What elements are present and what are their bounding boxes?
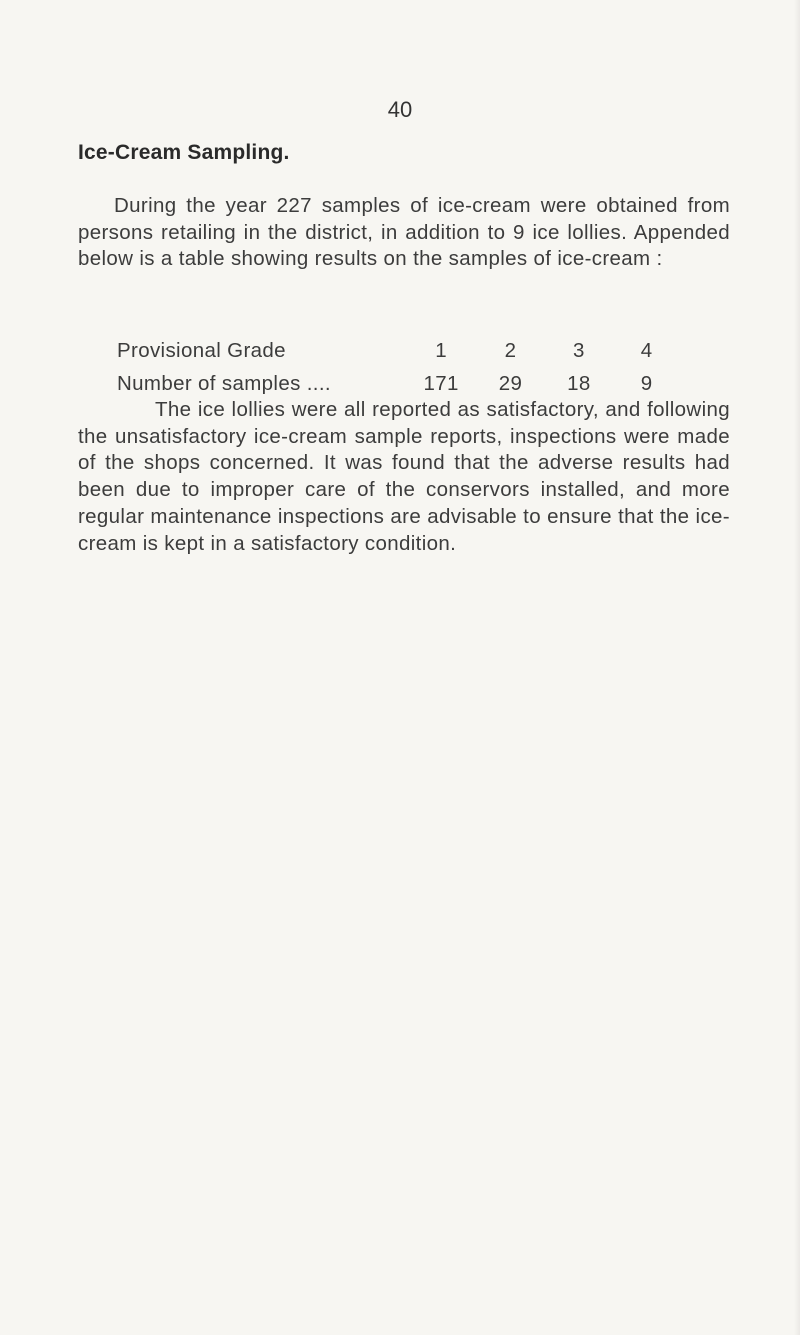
results-table — [80, 334, 680, 400]
table-cell: 29 — [498, 371, 523, 395]
table-cell: 4 — [640, 338, 653, 362]
intro-paragraph: During the year 227 samples of ice-cream were obtained from persons retailing in the district, in addition to 9 ice lollies. Appended below is a table showing results on the samples of ice-cream : — [78, 194, 730, 271]
section-heading: Ice-Cream Sampling. — [78, 141, 290, 164]
table-row — [80, 367, 680, 400]
row-label: Provisional Grade — [117, 338, 286, 362]
table-cell: 2 — [504, 338, 517, 362]
table-cell: 9 — [640, 371, 653, 395]
table-cell: 171 — [423, 371, 459, 395]
table-cell: 18 — [567, 371, 591, 395]
table-row — [80, 334, 680, 367]
row-label: Number of samples .... — [117, 371, 331, 395]
page-edge-shadow — [794, 0, 800, 1335]
table-cell: 3 — [573, 338, 585, 362]
table-cell: 1 — [435, 338, 448, 362]
page-number: 40 — [387, 97, 413, 122]
conclusion-paragraph: The ice lollies were all reported as satisfactory, and following the unsatisfactory ice-cream sample reports, inspections were made of the shops concerned. It was found that the adverse results had been due to improper care of the conservors installed, and more regular maintenance inspections are advisable to ensure that the ice-cream is kept in a satisfactory condition. — [78, 398, 730, 555]
